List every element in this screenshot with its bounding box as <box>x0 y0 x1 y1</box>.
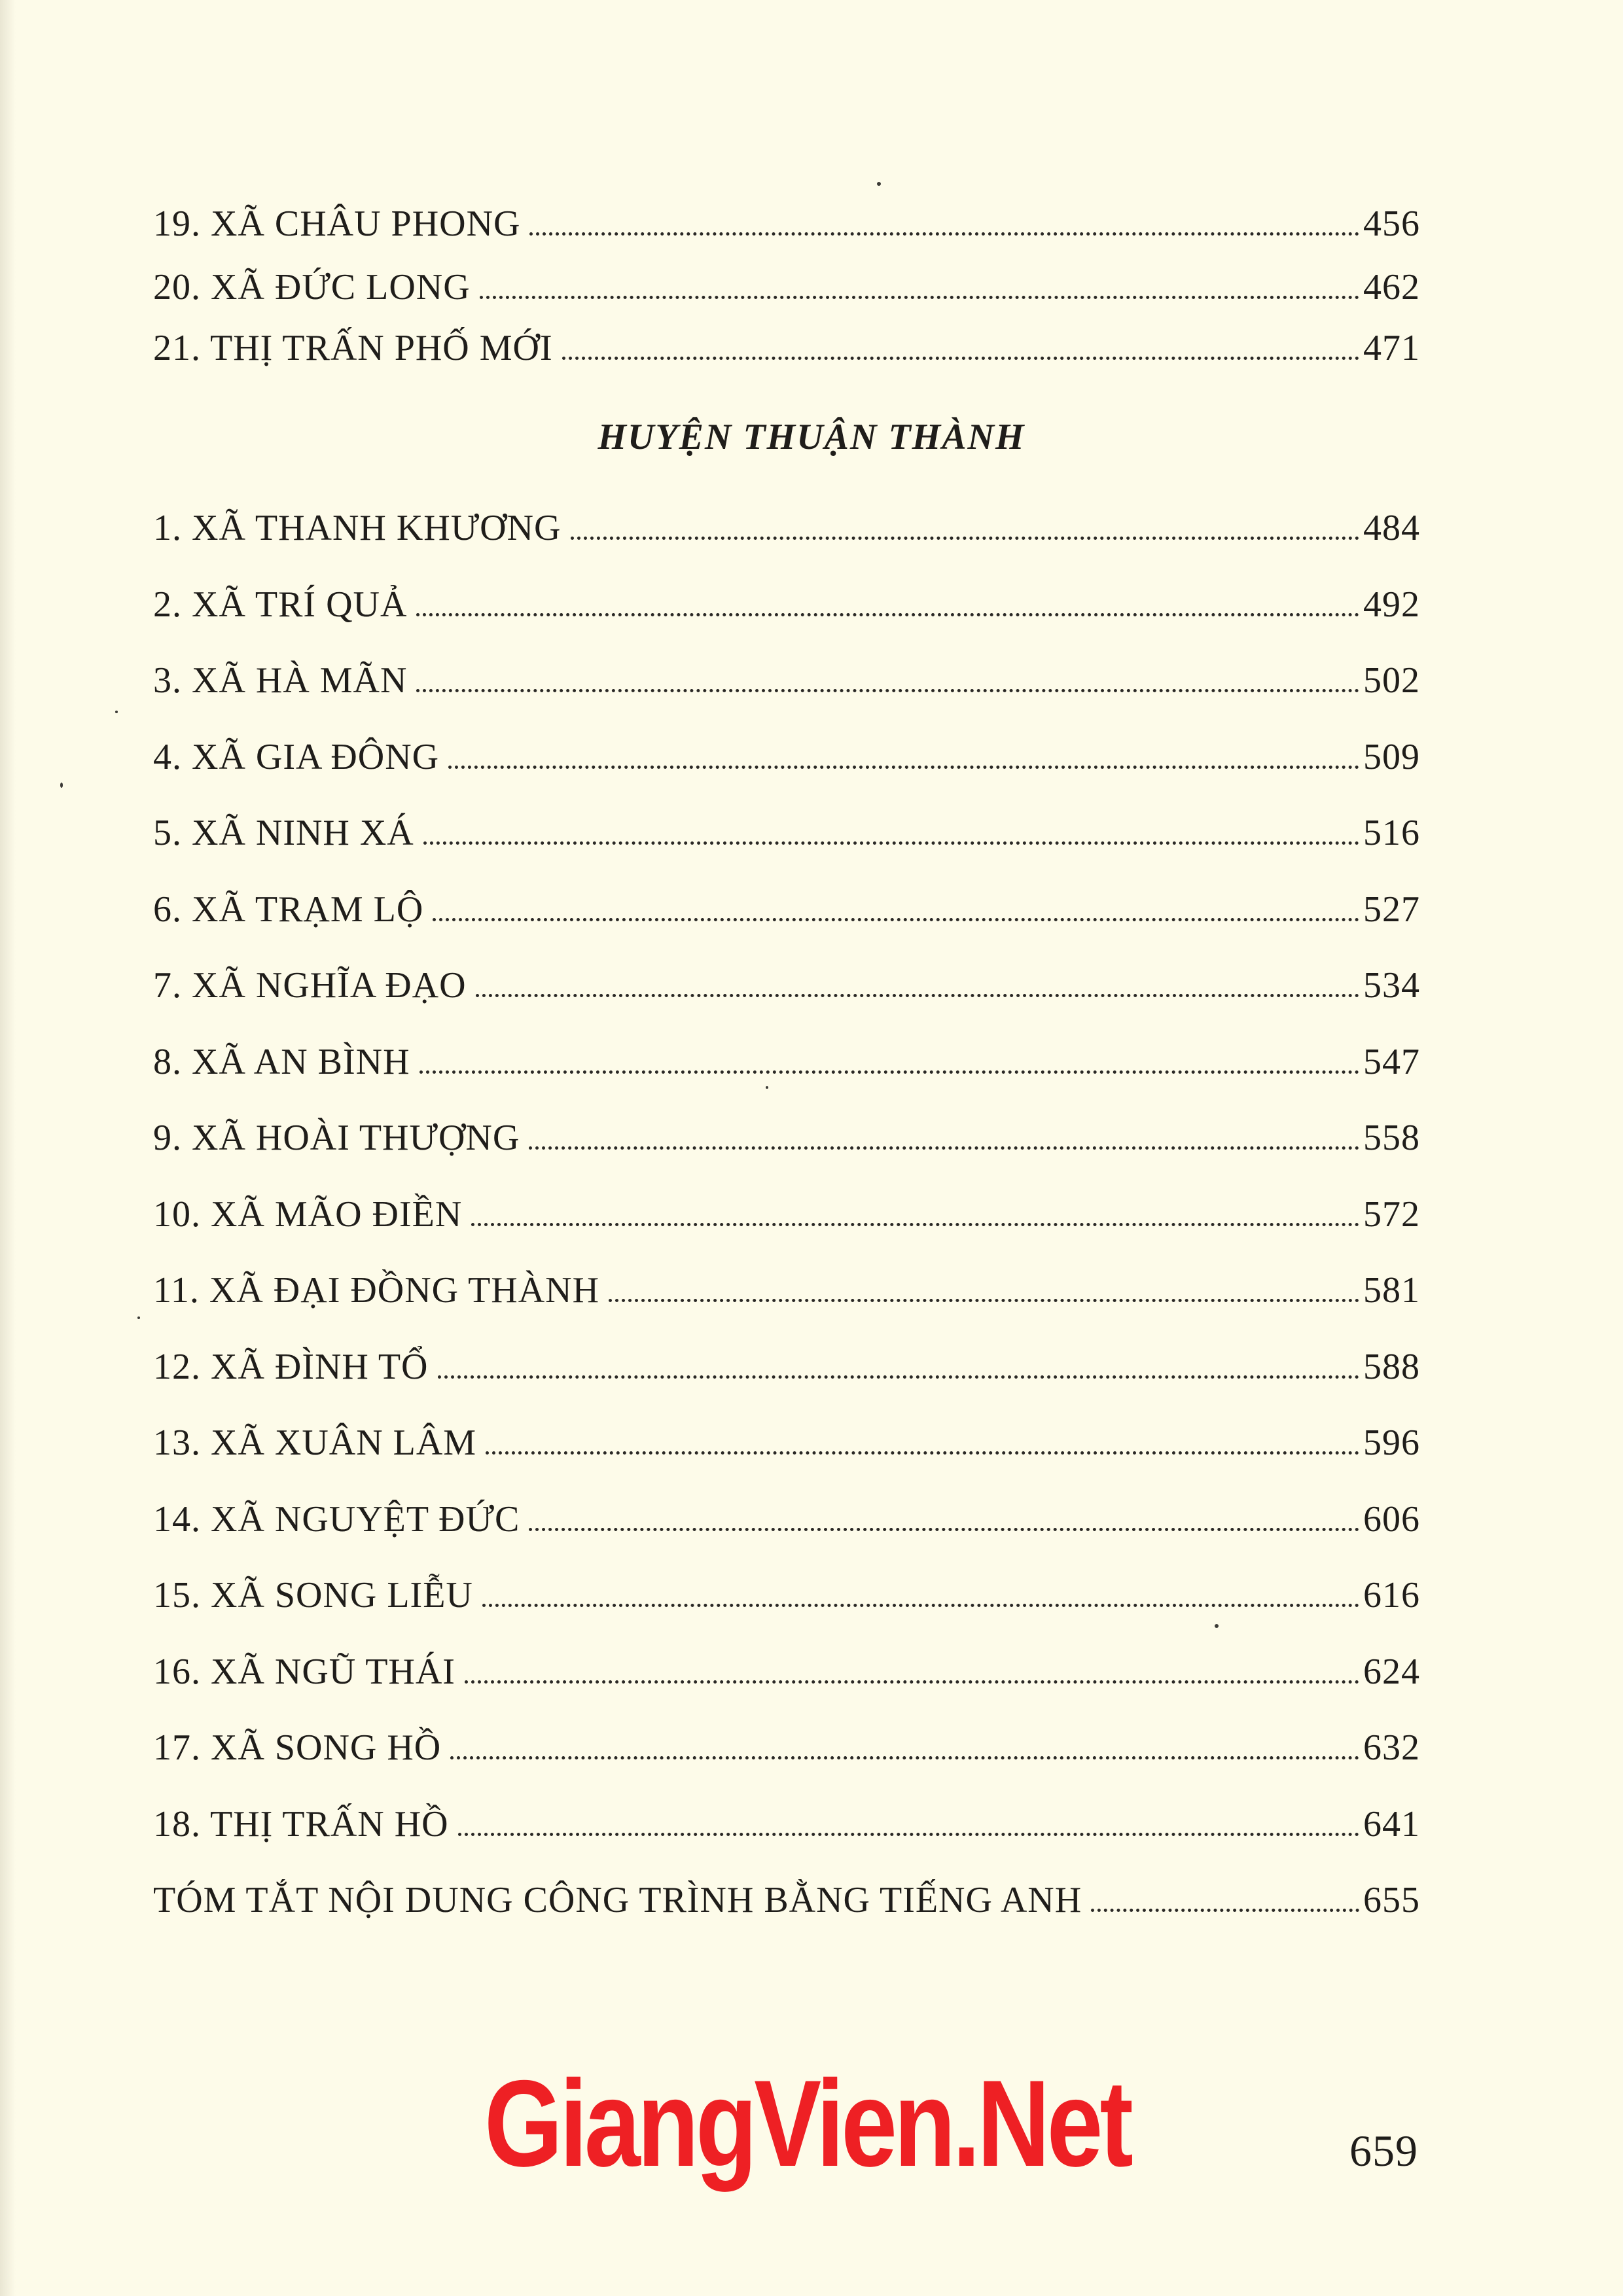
toc-entry-page: 581 <box>1363 1270 1420 1311</box>
toc-entry-page: 547 <box>1363 1041 1420 1082</box>
toc-entry <box>153 1714 1420 1766</box>
toc-entry <box>153 1333 1420 1385</box>
toc-dot-leader <box>471 1223 1359 1226</box>
toc-entry-title: 16. XÃ NGŨ THÁI <box>153 1651 455 1692</box>
toc-entry <box>153 494 1420 546</box>
toc-dot-leader <box>416 613 1359 616</box>
toc-dot-leader <box>465 1680 1359 1684</box>
toc-entry <box>153 1485 1420 1538</box>
scan-speck <box>115 711 118 713</box>
toc-entry <box>153 723 1420 775</box>
toc-entry <box>153 190 1420 242</box>
toc-dot-leader <box>482 1604 1359 1607</box>
toc-entry-page: 502 <box>1363 660 1420 701</box>
toc-entry <box>153 1028 1420 1080</box>
toc-entry-title: 13. XÃ XUÂN LÂM <box>153 1422 477 1463</box>
toc-dot-leader <box>486 1451 1359 1455</box>
section-heading: HUYỆN THUẬN THÀNH <box>597 417 1026 457</box>
toc-entry <box>153 1638 1420 1690</box>
toc-entry-title: 14. XÃ NGUYỆT ĐỨC <box>153 1498 520 1540</box>
toc-entry-title: 2. XÃ TRÍ QUẢ <box>153 584 408 625</box>
toc-entry-page: 606 <box>1363 1498 1420 1540</box>
toc-dot-leader <box>450 1756 1359 1759</box>
toc-entry-page: 492 <box>1363 584 1420 625</box>
toc-entry-page: 596 <box>1363 1422 1420 1463</box>
toc-dot-leader <box>433 918 1359 921</box>
toc-entry-page: 632 <box>1363 1727 1420 1768</box>
toc-entry-page: 655 <box>1363 1880 1420 1920</box>
toc-entry <box>153 951 1420 1004</box>
toc-dot-leader <box>416 689 1359 692</box>
toc-entry-page: 527 <box>1363 889 1420 930</box>
toc-entry-title: 21. THỊ TRẤN PHỐ MỚI <box>153 328 553 368</box>
toc-entry-title: 9. XÃ HOÀI THƯỢNG <box>153 1118 520 1158</box>
toc-entry-title: 18. THỊ TRẤN HỒ <box>153 1803 449 1845</box>
toc-dot-leader <box>529 1146 1359 1150</box>
toc-dot-leader <box>529 232 1359 236</box>
toc-entry-title: 8. XÃ AN BÌNH <box>153 1041 410 1082</box>
toc-entry-title: 3. XÃ HÀ MÃN <box>153 660 408 701</box>
toc-dot-leader <box>1091 1909 1359 1912</box>
scan-speck <box>137 1316 140 1319</box>
toc-entry <box>153 1409 1420 1461</box>
toc-dot-leader <box>571 537 1360 540</box>
page-number: 659 <box>1349 2126 1418 2176</box>
toc-entry <box>153 1561 1420 1614</box>
toc-entry-page: 516 <box>1363 813 1420 853</box>
toc-entry-page: 471 <box>1363 328 1420 368</box>
toc-entry <box>153 1104 1420 1156</box>
toc-entry-page: 509 <box>1363 736 1420 777</box>
toc-entry <box>153 1180 1420 1233</box>
toc-entry-title: 1. XÃ THANH KHƯƠNG <box>153 508 562 548</box>
toc-dot-leader <box>419 1070 1359 1074</box>
toc-dot-leader <box>529 1528 1359 1531</box>
toc-entry-title: 19. XÃ CHÂU PHONG <box>153 203 521 244</box>
toc-entry <box>153 799 1420 851</box>
scan-speck <box>60 783 63 788</box>
toc-dot-leader <box>609 1299 1359 1302</box>
toc-entry-title: 11. XÃ ĐẠI ĐỒNG THÀNH <box>153 1270 600 1311</box>
toc-dot-leader <box>562 357 1359 360</box>
scan-speck <box>877 182 881 186</box>
toc-entry-title: 15. XÃ SONG LIỄU <box>153 1575 473 1616</box>
toc-dot-leader <box>423 841 1359 845</box>
toc-entry-title: TÓM TẮT NỘI DUNG CÔNG TRÌNH BẰNG TIẾNG ANH <box>153 1880 1082 1920</box>
toc-dot-leader <box>448 766 1359 769</box>
toc-entry <box>153 1256 1420 1309</box>
page-edge-shadow <box>0 0 16 2296</box>
toc-entry-title: 10. XÃ MÃO ĐIỀN <box>153 1193 463 1235</box>
toc-dot-leader <box>476 994 1359 997</box>
toc-entry-title: 6. XÃ TRẠM LỘ <box>153 889 424 930</box>
toc-entry-page: 534 <box>1363 965 1420 1006</box>
toc-entry-page: 624 <box>1363 1651 1420 1692</box>
toc-entry <box>153 875 1420 928</box>
toc-entry <box>153 646 1420 699</box>
toc-entry <box>153 1790 1420 1843</box>
toc-entry-page: 588 <box>1363 1346 1420 1387</box>
toc-entry-title: 5. XÃ NINH XÁ <box>153 813 414 853</box>
toc-entry-page: 462 <box>1363 267 1420 308</box>
scan-speck <box>1215 1624 1219 1628</box>
toc-dot-leader <box>438 1375 1360 1379</box>
toc-entry <box>153 314 1420 366</box>
toc-dot-leader <box>480 296 1359 299</box>
toc-entry-page: 558 <box>1363 1118 1420 1158</box>
toc-entry-title: 20. XÃ ĐỨC LONG <box>153 267 471 308</box>
toc-entry-title: 4. XÃ GIA ĐÔNG <box>153 736 440 777</box>
toc-entry <box>153 253 1420 306</box>
toc-entry <box>153 571 1420 623</box>
toc-entry-page: 484 <box>1363 508 1420 548</box>
toc-entry-page: 616 <box>1363 1575 1420 1616</box>
toc-entry-title: 7. XÃ NGHĨA ĐẠO <box>153 965 467 1006</box>
scan-speck <box>766 1086 768 1089</box>
watermark-logo: GiangVien.Net <box>484 2055 1130 2192</box>
toc-entry <box>153 1866 1420 1918</box>
toc-entry-title: 12. XÃ ĐÌNH TỔ <box>153 1346 429 1387</box>
toc-entry-page: 572 <box>1363 1193 1420 1235</box>
toc-entry-page: 456 <box>1363 203 1420 244</box>
toc-entry-title: 17. XÃ SONG HỒ <box>153 1727 442 1768</box>
toc-entry-page: 641 <box>1363 1803 1420 1845</box>
toc-dot-leader <box>458 1833 1359 1836</box>
